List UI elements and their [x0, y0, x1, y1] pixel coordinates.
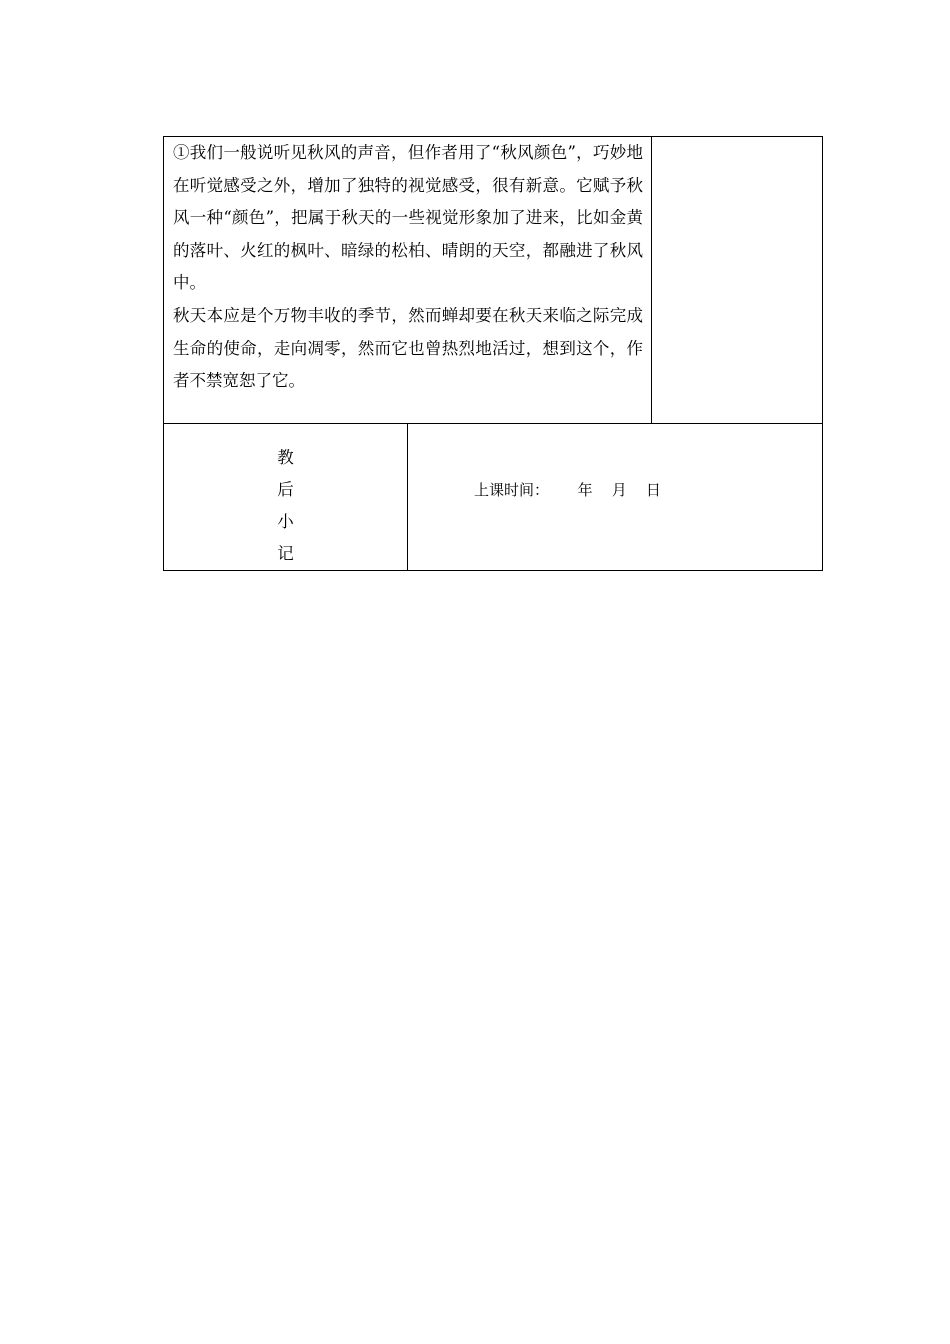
reflection-row — [164, 424, 823, 571]
side-notes-cell — [652, 137, 823, 424]
analysis-paragraph-2: 秋天本应是个万物丰收的季节，然而蝉却要在秋天来临之际完成生命的使命，走向凋零，然而它也曾热烈地活过，想到这个，作者不禁宽恕了它。 — [173, 305, 643, 391]
class-time-label: 上课时间： — [474, 481, 550, 499]
analysis-paragraph-1: ①我们一般说听见秋风的声音，但作者用了“秋风颜色”，巧妙地在听觉感受之外，增加了独特的视觉感受，很有新意。它赋予秋风一种“颜色”，把属于秋天的一些视觉形象加了进来，比如金黄的落叶、火红的枫叶、暗绿的松柏、晴朗的天空，都融进了秋风中。 — [173, 143, 643, 293]
class-time-line — [474, 479, 661, 500]
reflection-label — [164, 424, 407, 570]
analysis-cell — [164, 137, 652, 424]
day-label: 日 — [645, 481, 661, 499]
reflection-notes-cell — [408, 424, 823, 571]
year-label: 年 — [577, 481, 593, 499]
reflection-label-char-4: 记 — [277, 544, 294, 563]
reflection-label-char-3: 小 — [277, 512, 294, 531]
reflection-label-char-2: 后 — [277, 480, 294, 499]
reflection-label-cell — [164, 424, 408, 571]
lesson-plan-table — [163, 136, 823, 571]
analysis-text — [164, 137, 651, 398]
analysis-row — [164, 137, 823, 424]
reflection-label-char-1: 教 — [277, 448, 294, 467]
month-label: 月 — [611, 481, 627, 499]
